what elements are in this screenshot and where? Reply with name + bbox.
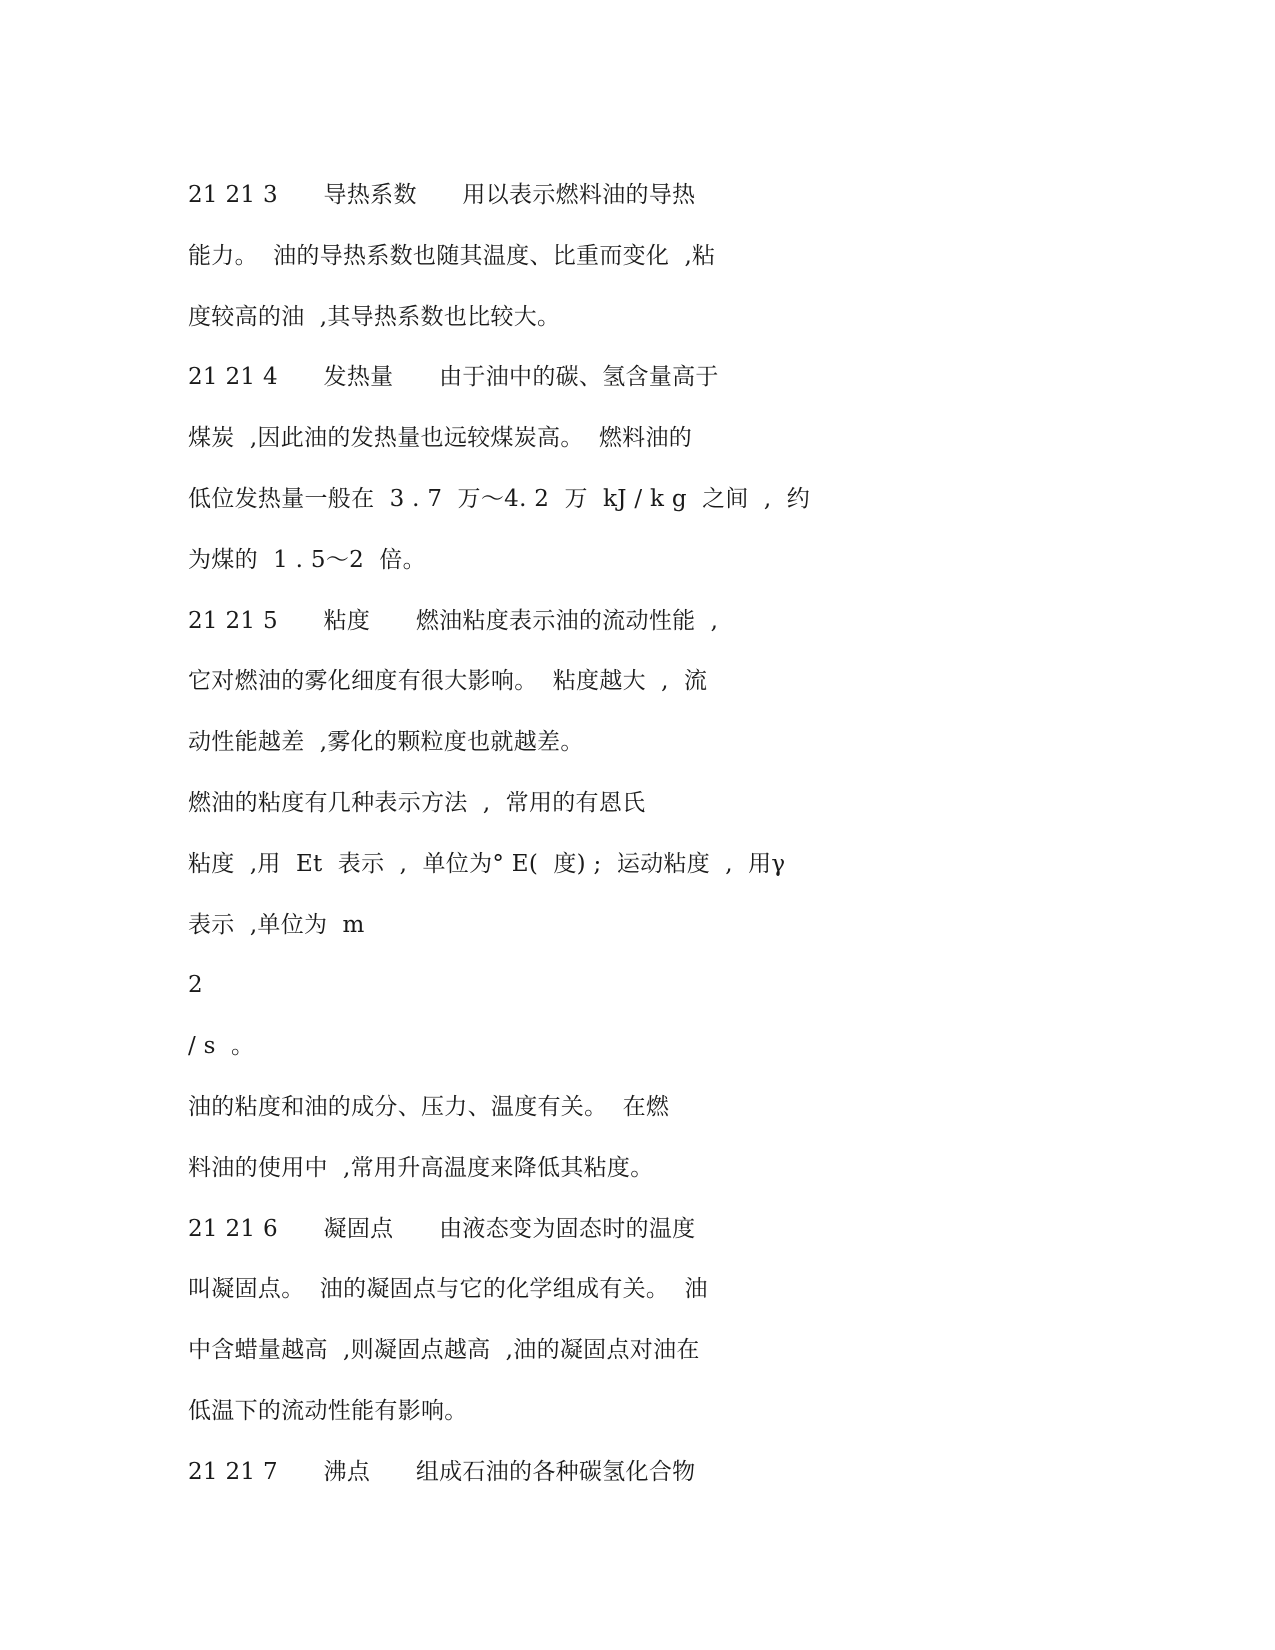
text-line: 21 21 3 导热系数 用以表示燃料油的导热 — [188, 182, 696, 208]
text-line: 21 21 5 粘度 燃油粘度表示油的流动性能 , — [188, 607, 719, 634]
text-line: 粘度 ,用 Et 表示 , 单位为° E( 度) ; 运动粘度 , 用γ — [188, 850, 786, 877]
text-line: 动性能越差 ,雾化的颗粒度也就越差。 — [188, 729, 584, 756]
text-line: / s 。 — [188, 1033, 255, 1060]
text-line: 21 21 4 发热量 由于油中的碳、氢含量高于 — [188, 364, 719, 391]
text-line: 料油的使用中 ,常用升高温度来降低其粘度。 — [188, 1154, 654, 1181]
text-line: 21 21 7 沸点 组成石油的各种碳氢化合物 — [188, 1458, 696, 1485]
text-line: 叫凝固点。 油的凝固点与它的化学组成有关。 油 — [188, 1276, 708, 1303]
text-line: 中含蜡量越高 ,则凝固点越高 ,油的凝固点对油在 — [188, 1337, 700, 1364]
text-line: 油的粘度和油的成分、压力、温度有关。 在燃 — [188, 1093, 670, 1120]
text-line: 煤炭 ,因此油的发热量也远较煤炭高。 燃料油的 — [188, 425, 693, 452]
text-line: 度较高的油 ,其导热系数也比较大。 — [188, 303, 561, 330]
text-line: 表示 ,单位为 m — [188, 911, 365, 938]
text-line: 它对燃油的雾化细度有很大影响。 粘度越大 , 流 — [188, 668, 708, 695]
text-line: 为煤的 1 . 5～2 倍。 — [188, 546, 426, 573]
body-text — [188, 175, 888, 1513]
text-line: 21 21 6 凝固点 由液态变为固态时的温度 — [188, 1215, 696, 1242]
text-line: 低温下的流动性能有影响。 — [188, 1397, 468, 1424]
text-line: 燃油的粘度有几种表示方法 , 常用的有恩氏 — [188, 789, 646, 816]
text-line: 能力。 油的导热系数也随其温度、比重而变化 ,粘 — [188, 242, 716, 269]
text-line: 低位发热量一般在 3 . 7 万～4. 2 万 kJ / k g 之间 , 约 — [188, 485, 811, 512]
text-line: 2 — [188, 972, 203, 999]
